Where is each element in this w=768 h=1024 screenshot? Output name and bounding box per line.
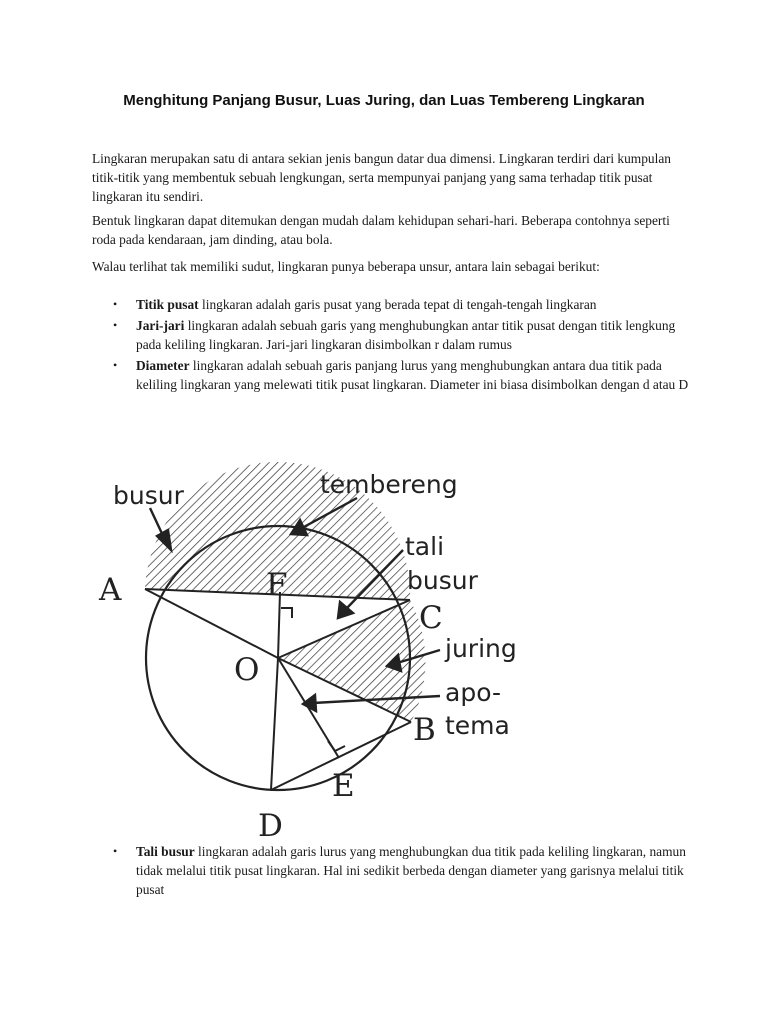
point-b: B	[413, 712, 436, 748]
point-c: C	[419, 600, 443, 636]
list-item	[92, 316, 692, 354]
circle-diagram	[95, 458, 535, 843]
point-o: O	[234, 652, 260, 688]
label-busur-chord: busur	[407, 566, 478, 595]
label-tema: tema	[445, 711, 510, 740]
element-list	[92, 295, 692, 396]
term: Diameter	[136, 358, 190, 373]
list-item	[92, 295, 692, 314]
list-item	[92, 842, 692, 899]
arrow-apotema-head	[303, 695, 316, 711]
point-d: D	[258, 808, 283, 843]
paragraph-elements: Walau terlihat tak memiliki sudut, lingkaran punya beberapa unsur, antara lain sebagai berikut:	[92, 259, 600, 274]
radius-od	[271, 658, 278, 790]
point-a: A	[99, 572, 122, 608]
bullet-icon: •	[113, 358, 118, 372]
definition: lingkaran adalah sebuah garis yang menghubungkan antar titik pusat dengan titik lengkung pada keliling lingkaran. Jari-jari lingkaran disimbolkan r dalam rumus	[136, 318, 676, 352]
definition: lingkaran adalah garis pusat yang berada tepat di tengah-tengah lingkaran	[198, 297, 597, 312]
label-juring: juring	[445, 634, 517, 663]
label-tali: tali	[405, 532, 445, 561]
label-busur: busur	[113, 481, 184, 510]
label-apo: apo-	[445, 678, 501, 707]
term: Jari-jari	[136, 318, 185, 333]
bullet-icon: •	[113, 844, 118, 858]
right-angle-f	[281, 608, 292, 618]
definition: lingkaran adalah sebuah garis panjang lurus yang menghubungkan antara dua titik pada keliling lingkaran yang melewati titik pusat lingkaran. Diameter ini biasa disimbolkan dengan d atau D	[136, 358, 689, 392]
bullet-icon: •	[113, 318, 118, 332]
element-list-continued	[92, 842, 692, 901]
bullet-icon: •	[113, 297, 118, 311]
point-f: F	[266, 567, 288, 603]
label-tembereng: tembereng	[320, 470, 458, 499]
point-e: E	[332, 768, 355, 804]
radius-oa	[145, 589, 278, 658]
definition: lingkaran adalah garis lurus yang menghubungkan dua titik pada keliling lingkaran, namun tidak melalui titik pusat lingkaran. Hal ini sedikit berbeda dengan diameter yang garisnya melalui titik pusat	[136, 844, 686, 897]
page-title: Menghitung Panjang Busur, Luas Juring, dan Luas Tembereng Lingkaran	[123, 92, 645, 109]
term: Titik pusat	[136, 297, 199, 312]
list-item	[92, 356, 692, 394]
paragraph-examples: Bentuk lingkaran dapat ditemukan dengan mudah dalam kehidupan sehari-hari. Beberapa contohnya seperti roda pada kendaraan, jam dinding, atau bola.	[92, 213, 670, 247]
term: Tali busur	[136, 844, 195, 859]
paragraph-intro: Lingkaran merupakan satu di antara sekian jenis bangun datar dua dimensi. Lingkaran terdiri dari kumpulan titik-titik yang membentuk sebuah lengkungan, serta mempunyai panjang yang sama terhadap titik pusat lingkaran itu sendiri.	[92, 151, 671, 204]
